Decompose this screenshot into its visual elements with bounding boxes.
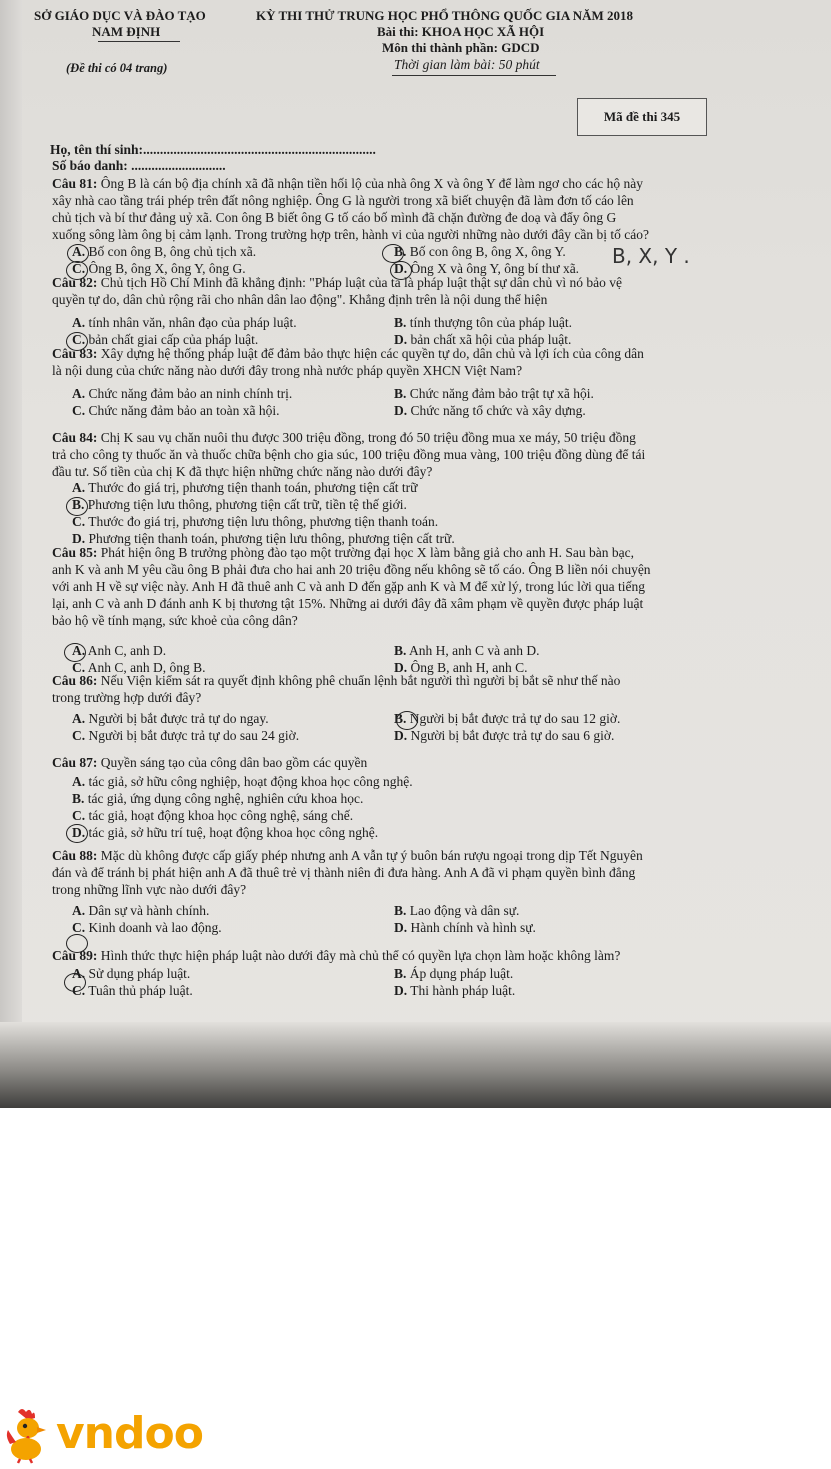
option-letter: D. (72, 825, 86, 840)
question-88-text: đán và để tránh bị phát hiện anh A đã thuê trẻ vị thành niên đi đưa hàng. Anh A đã vi phạm quyền bình đẳng (52, 865, 636, 880)
option-letter: B. (72, 497, 85, 512)
answer-circle-mark (66, 332, 88, 351)
question-81-text: xây nhà cao tầng trái phép trên đất nông nghiệp. Ông G là người trong xã biết chuyện đã làm đơn tố cáo lên (52, 193, 634, 208)
question-82-text: quyền tự do, dân chủ rộng rãi cho nhân dân lao động". Khẳng định trên là nội dung thể hiện (52, 292, 548, 307)
question-83-option: B. Chức năng đảm bảo trật tự xã hội. (394, 386, 594, 401)
question-89-text: Câu 89: Hình thức thực hiện pháp luật nào dưới đây mà chủ thể có quyền lựa chọn làm hoặc không làm? (52, 948, 621, 963)
question-82-text: Câu 82: Chủ tịch Hồ Chí Minh đã khẳng định: "Pháp luật của ta là pháp luật thật sự dân chủ vì nó bảo vệ (52, 275, 622, 290)
exam-sheet (22, 0, 831, 1060)
vndoc-logo[interactable] (4, 1406, 224, 1464)
question-88-text: trong những lĩnh vực nào dưới đây? (52, 882, 247, 897)
paper-edge-shadow (0, 0, 22, 1030)
question-84-text: Câu 84: Chị K sau vụ chăn nuôi thu được 300 triệu đồng, trong đó 50 triệu đồng mua xe máy, 50 triệu đồng (52, 430, 636, 445)
province-name: NAM ĐỊNH (92, 24, 161, 39)
department-name: SỞ GIÁO DỤC VÀ ĐÀO TẠO (34, 8, 206, 23)
question-85-option: D. Ông B, anh H, anh C. (394, 660, 528, 675)
question-81-option: A. Bố con ông B, ông chủ tịch xã. (72, 244, 257, 259)
option-letter: C. (72, 403, 86, 418)
question-88-text: Câu 88: Mặc dù không được cấp giấy phép nhưng anh A vẫn tự ý buôn bán rượu ngoại trong dịp Tết Nguyên (52, 848, 643, 863)
question-83-option: A. Chức năng đảm bảo an ninh chính trị. (72, 386, 293, 401)
option-letter: A. (72, 643, 86, 658)
question-87-option: A. tác giả, sở hữu công nghiệp, hoạt động khoa học công nghệ. (72, 774, 413, 789)
question-86-option: B. Người bị bắt được trả tự do sau 12 giờ. (394, 711, 621, 726)
question-number: Câu 84: (52, 430, 98, 445)
question-86-option: A. Người bị bắt được trả tự do ngay. (72, 711, 269, 726)
question-85-text: lại, anh C và anh D đánh anh K bị thương tật 15%. Những ai dưới đây đã xâm phạm về quyền được pháp luật (52, 596, 644, 611)
question-88-option: D. Hành chính và hình sự. (394, 920, 536, 935)
question-87-option: B. tác giả, ứng dụng công nghệ, nghiên cứu khoa học. (72, 791, 364, 806)
option-letter: B. (394, 711, 407, 726)
answer-circle-mark (64, 643, 86, 662)
option-letter: D. (394, 403, 408, 418)
answer-circle-mark (66, 497, 88, 516)
question-81-text: Câu 81: Ông B là cán bộ địa chính xã đã nhận tiền hối lộ của nhà ông X và ông Y để làm ngơ cho các hộ này (52, 176, 644, 191)
option-letter: B. (72, 791, 85, 806)
question-86-text: trong trường hợp dưới đây? (52, 690, 202, 705)
question-89-option: A. Sử dụng pháp luật. (72, 966, 191, 981)
question-81-text: xuống sông làm ông bị cảm lạnh. Trong trường hợp trên, hành vi của người những nào dưới đây cần bị tố cáo? (52, 227, 649, 242)
option-letter: A. (72, 774, 86, 789)
option-letter: A. (72, 903, 86, 918)
question-82-option: A. tính nhân văn, nhân đạo của pháp luật. (72, 315, 297, 330)
option-letter: C. (72, 332, 86, 347)
option-letter: C. (72, 514, 86, 529)
question-86-option: C. Người bị bắt được trả tự do sau 24 giờ. (72, 728, 300, 743)
question-85-option: B. Anh H, anh C và anh D. (394, 643, 540, 658)
answer-circle-mark (390, 261, 412, 280)
exam-code-box (577, 98, 707, 136)
exam-code: Mã đề thi 345 (603, 109, 681, 124)
answer-circle-mark (396, 711, 418, 730)
option-letter: D. (394, 983, 408, 998)
option-letter: C. (72, 920, 86, 935)
option-letter: B. (394, 386, 407, 401)
question-89-option: C. Tuân thủ pháp luật. (72, 983, 193, 998)
question-88-option: A. Dân sự và hành chính. (72, 903, 210, 918)
rooster-mascot-icon (4, 1406, 56, 1464)
question-84-text: đầu tư. Số tiền của chị K đã thực hiện những chức năng nào dưới đây? (52, 464, 433, 479)
question-number: Câu 85: (52, 545, 98, 560)
option-letter: C. (72, 728, 86, 743)
question-88-option: B. Lao động và dân sự. (394, 903, 520, 918)
question-85-option: A. Anh C, anh D. (72, 643, 167, 658)
option-letter: A. (72, 315, 86, 330)
question-89-option: D. Thi hành pháp luật. (394, 983, 516, 998)
answer-circle-mark (66, 824, 88, 843)
question-84-option: A. Thước đo giá trị, phương tiện thanh toán, phương tiện cất trữ (72, 480, 418, 495)
question-88-option: C. Kinh doanh và lao động. (72, 920, 222, 935)
question-86-text: Câu 86: Nếu Viện kiểm sát ra quyết định không phê chuẩn lệnh bắt người thì người bị bắt sẽ như thế nào (52, 673, 621, 688)
question-81-option: C. Ông B, ông X, ông Y, ông G. (72, 261, 246, 276)
exam-component: Môn thi thành phần: GDCD (382, 40, 540, 55)
question-number: Câu 87: (52, 755, 98, 770)
option-letter: D. (394, 660, 408, 675)
question-number: Câu 89: (52, 948, 98, 963)
question-number: Câu 88: (52, 848, 98, 863)
question-number: Câu 86: (52, 673, 98, 688)
question-85-text: Câu 85: Phát hiện ông B trưởng phòng đào tạo một trường đại học X làm bằng giả cho anh H. Sau bàn bạc, (52, 545, 634, 560)
question-83-text: Câu 83: Xây dựng hệ thống pháp luật để đảm bảo thực hiện các quyền tự do, dân chủ và lợi ích của công dân (52, 346, 644, 361)
option-letter: B. (394, 903, 407, 918)
option-letter: A. (72, 386, 86, 401)
handwritten-note: B, X, Y . (612, 244, 690, 268)
candidate-id-line: Số báo danh: ............................ (52, 158, 226, 173)
question-81-text: chủ tịch và bí thư đảng uỷ xã. Con ông B biết ông G tố cáo bố mình đã chặn đường đe doạ và đẩy ông G (52, 210, 617, 225)
question-87-option: C. tác giả, hoạt động khoa học công nghệ, sáng chế. (72, 808, 354, 823)
option-letter: A. (72, 480, 86, 495)
question-82-option: C. bản chất giai cấp của pháp luật. (72, 332, 259, 347)
question-84-option: C. Thước đo giá trị, phương tiện lưu thông, phương tiện thanh toán. (72, 514, 439, 529)
duration-underline (392, 75, 556, 76)
option-letter: D. (394, 920, 408, 935)
page-count-note: (Đề thi có 04 trang) (66, 61, 168, 75)
option-letter: B. (394, 643, 407, 658)
question-85-text: anh K và anh M yêu cầu ông B phải đưa cho hai anh 20 triệu đồng nếu không sẽ tố cáo. Ông B liền nói chuyện (52, 562, 651, 577)
option-letter: C. (72, 261, 86, 276)
option-letter: A. (72, 244, 86, 259)
option-letter: A. (72, 966, 86, 981)
option-letter: D. (394, 261, 408, 276)
exam-title: KỲ THI THỬ TRUNG HỌC PHỔ THÔNG QUỐC GIA NĂM 2018 (256, 8, 634, 23)
question-85-text: bảo hộ về tính mạng, sức khoẻ của công dân? (52, 613, 298, 628)
question-number: Câu 83: (52, 346, 98, 361)
question-83-option: D. Chức năng tổ chức và xây dựng. (394, 403, 586, 418)
question-84-option: D. Phương tiện thanh toán, phương tiện lưu thông, phương tiện cất trữ. (72, 531, 455, 546)
candidate-name-line: Họ, tên thí sinh:..................................................................... (50, 142, 376, 157)
option-letter: A. (72, 711, 86, 726)
question-87-text: Câu 87: Quyền sáng tạo của công dân bao gồm các quyền (52, 755, 368, 770)
exam-duration: Thời gian làm bài: 50 phút (394, 57, 540, 72)
question-83-text: là nội dung của chức năng nào dưới đây trong nhà nước pháp quyền XHCN Việt Nam? (52, 363, 523, 378)
option-letter: D. (394, 332, 408, 347)
question-89-option: B. Áp dụng pháp luật. (394, 966, 514, 981)
question-83-option: C. Chức năng đảm bảo an toàn xã hội. (72, 403, 280, 418)
question-86-option: D. Người bị bắt được trả tự do sau 6 giờ. (394, 728, 615, 743)
question-85-option: C. Anh C, anh D, ông B. (72, 660, 206, 675)
question-84-option: B. Phương tiện lưu thông, phương tiện cất trữ, tiền tệ thế giới. (72, 497, 407, 512)
logo-wordmark: vndoo (56, 1408, 203, 1459)
option-letter: C. (72, 808, 86, 823)
question-number: Câu 81: (52, 176, 98, 191)
question-87-option: D. tác giả, sở hữu trí tuệ, hoạt động khoa học công nghệ. (72, 825, 379, 840)
exam-subject: Bài thi: KHOA HỌC XÃ HỘI (377, 24, 545, 39)
question-number: Câu 82: (52, 275, 98, 290)
province-underline (98, 41, 180, 42)
answer-circle-mark (64, 973, 86, 992)
option-letter: D. (394, 728, 408, 743)
question-81-option: D. Ông X và ông Y, ông bí thư xã. (394, 261, 580, 276)
option-letter: C. (72, 983, 86, 998)
option-letter: B. (394, 966, 407, 981)
option-letter: C. (72, 660, 86, 675)
question-82-option: B. tính thượng tôn của pháp luật. (394, 315, 572, 330)
answer-circle-mark (66, 261, 88, 280)
answer-circle-mark (66, 934, 88, 953)
option-letter: D. (72, 531, 86, 546)
option-letter: B. (394, 244, 407, 259)
option-letter: B. (394, 315, 407, 330)
question-81-option: B. Bố con ông B, ông X, ông Y. (394, 244, 566, 259)
question-82-option: D. bản chất xã hội của pháp luật. (394, 332, 572, 347)
photo-bottom-shadow (0, 1022, 831, 1108)
question-84-text: trả cho công ty thuốc ăn và thuốc chữa bệnh cho gia súc, 100 triệu đồng mua vàng, 100 triệu đồng dùng để tái (52, 447, 646, 462)
question-85-text: với anh H về sự việc này. Anh H đã thuê anh C và anh D đến gặp anh K và M để xử lý, trong lúc lời qua tiếng (52, 579, 646, 594)
